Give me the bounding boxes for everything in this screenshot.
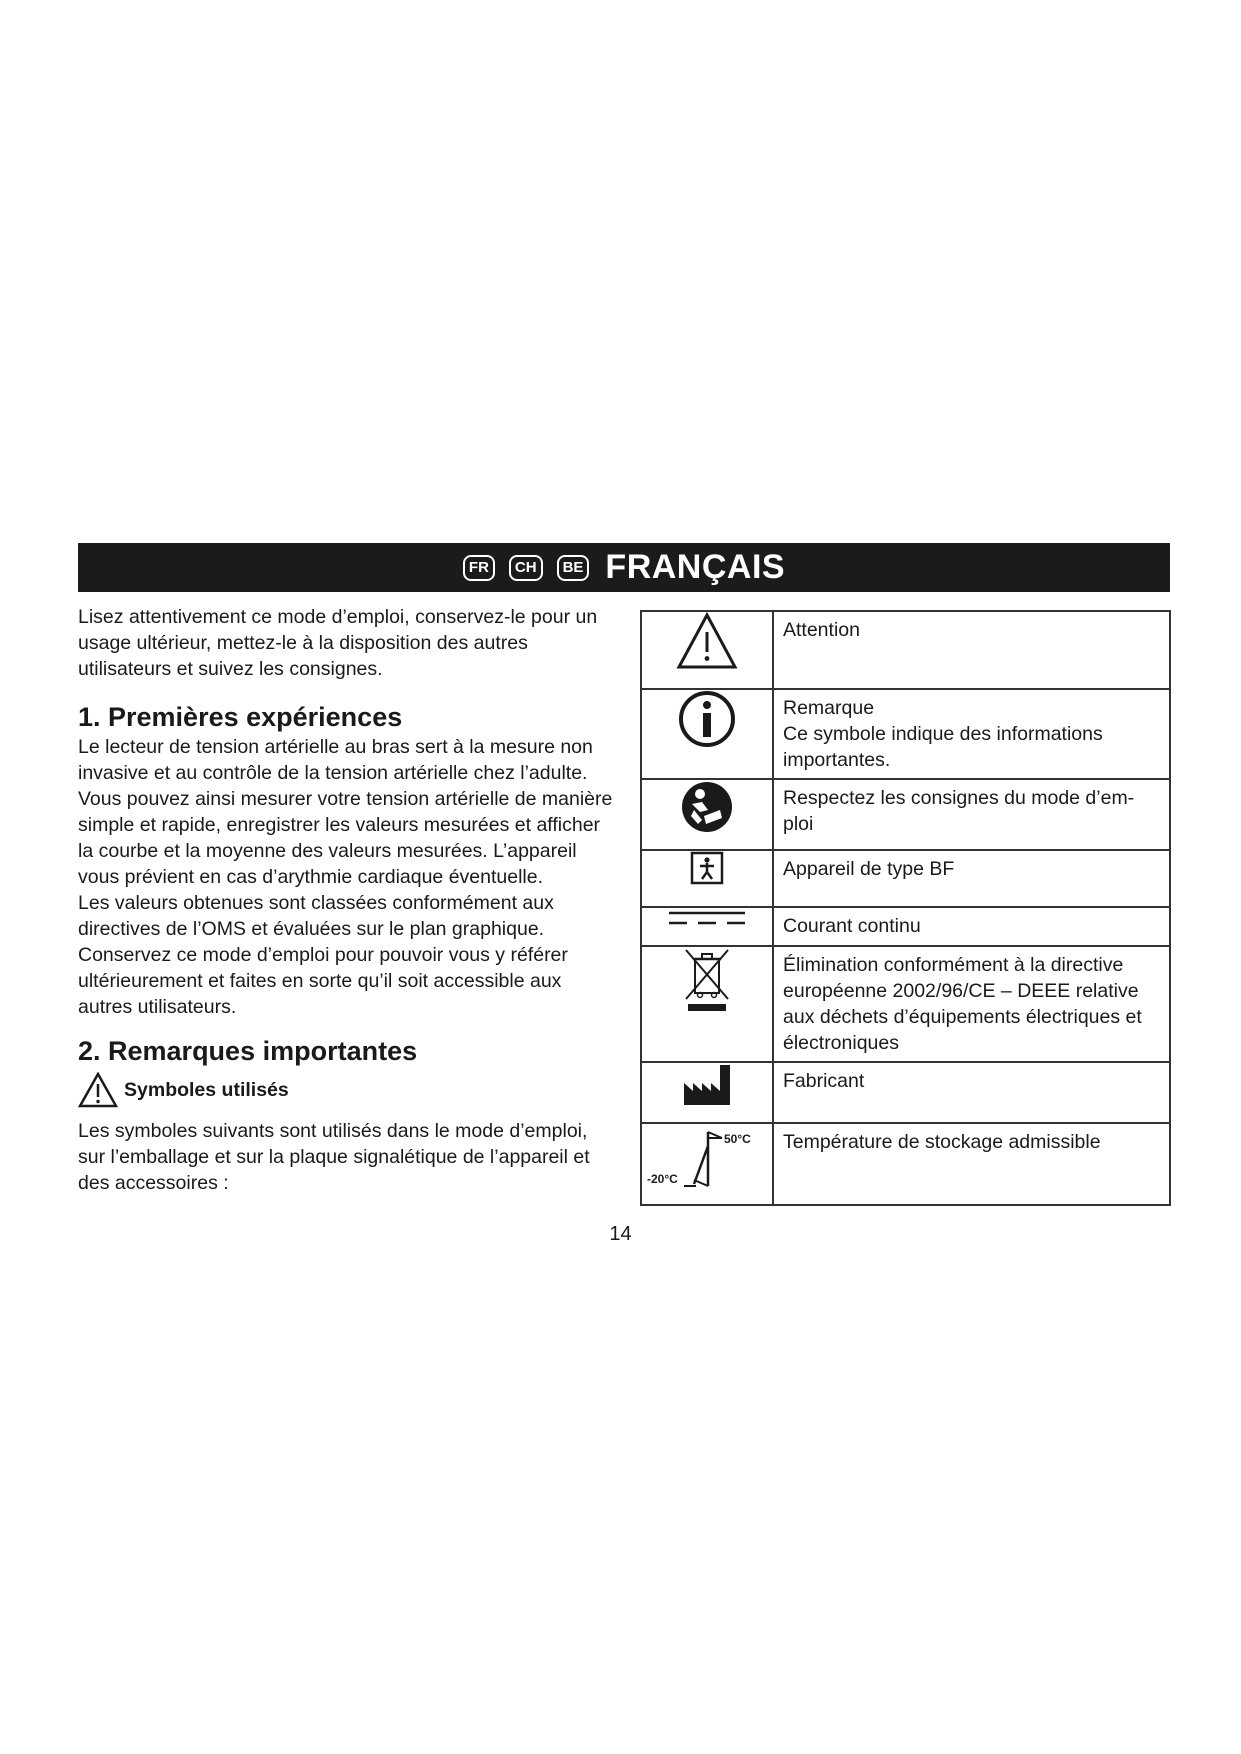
table-row <box>641 907 1170 946</box>
symbol-description: Courant continu <box>773 907 1170 946</box>
temperature-limit-icon <box>642 1124 772 1200</box>
table-row <box>641 689 1170 779</box>
symbol-cell <box>641 779 773 850</box>
section-2-text: Les symboles suivants sont utilisés dans le mode d’emploi, sur l’emballage et sur la plaque signalétique de l’appareil et des accessoires : <box>78 1120 590 1194</box>
section-2-heading: 2. Remarques importantes <box>78 1036 418 1066</box>
symbols-subheading <box>78 1072 618 1108</box>
section-1-paragraph: Conservez ce mode d’emploi pour pouvoir vous y référer ultérieurement et faites en sorte qu’il soit accessible aux autres utilisateurs. <box>78 944 568 1018</box>
intro-text: Lisez attentivement ce mode d’emploi, conservez-le pour un usage ultérieur, mettez-le à la disposition des autres utilisateurs et suivez les consignes. <box>78 606 598 680</box>
temperature-max-label: 50°C <box>724 1132 751 1146</box>
weee-bin-icon <box>642 947 772 1013</box>
temperature-min-label: -20°C <box>647 1172 678 1186</box>
section-1-paragraph: Le lecteur de tension artérielle au bras sert à la mesure non invasive et au contrôle de la tension artérielle chez l’adulte. <box>78 736 593 784</box>
country-badge-ch: CH <box>509 555 543 581</box>
symbol-description: Fabricant <box>773 1062 1170 1123</box>
symbol-cell <box>641 1062 773 1123</box>
country-badge-fr: FR <box>463 555 495 581</box>
table-row <box>641 850 1170 907</box>
symbols-table <box>640 610 1171 1206</box>
symbol-cell <box>641 907 773 946</box>
table-row <box>641 779 1170 850</box>
symbols-label: Symboles utilisés <box>124 1078 289 1101</box>
language-title: FRANÇAIS <box>605 548 786 586</box>
symbol-description: Appareil de type BF <box>773 850 1170 907</box>
symbol-description: Élimination conformément à la directive européenne 2002/96/CE – DEEE relative aux déchets d’équipements électriques et électroniques <box>773 946 1170 1062</box>
symbol-cell <box>641 850 773 907</box>
left-column <box>78 604 618 1196</box>
section-1-heading: 1. Premières expériences <box>78 702 403 732</box>
section-1-paragraph: Vous pouvez ainsi mesurer votre tension artérielle de manière simple et rapide, enregistrer les valeurs mesurées et afficher la courbe et la moyenne des valeurs mesurées. L’appareil vous prévient en cas d’arythmie cardiaque éventuelle. <box>78 788 613 888</box>
table-row <box>641 1062 1170 1123</box>
direct-current-icon <box>642 908 772 928</box>
symbol-description: Attention <box>773 611 1170 689</box>
table-row <box>641 1123 1170 1205</box>
warning-triangle-icon <box>642 612 772 670</box>
table-row <box>641 946 1170 1062</box>
symbol-description: Température de stockage admissible <box>773 1123 1170 1205</box>
manufacturer-icon <box>642 1063 772 1107</box>
symbol-cell <box>641 946 773 1062</box>
table-row <box>641 611 1170 689</box>
symbol-cell <box>641 1123 773 1205</box>
warning-triangle-icon <box>78 1072 118 1108</box>
symbol-description: Respectez les consignes du mode d’em- ploi <box>773 779 1170 850</box>
section-1-paragraph: Les valeurs obtenues sont classées conformément aux directives de l’OMS et évaluées sur le plan graphique. <box>78 892 554 940</box>
country-badge-be: BE <box>557 555 590 581</box>
symbol-description: Remarque Ce symbole indique des informations importantes. <box>773 689 1170 779</box>
language-banner <box>78 543 1170 592</box>
type-bf-icon <box>642 851 772 885</box>
symbol-cell <box>641 611 773 689</box>
read-manual-icon <box>642 780 772 834</box>
page-number: 14 <box>609 1223 632 1245</box>
info-icon <box>642 690 772 748</box>
symbol-cell <box>641 689 773 779</box>
